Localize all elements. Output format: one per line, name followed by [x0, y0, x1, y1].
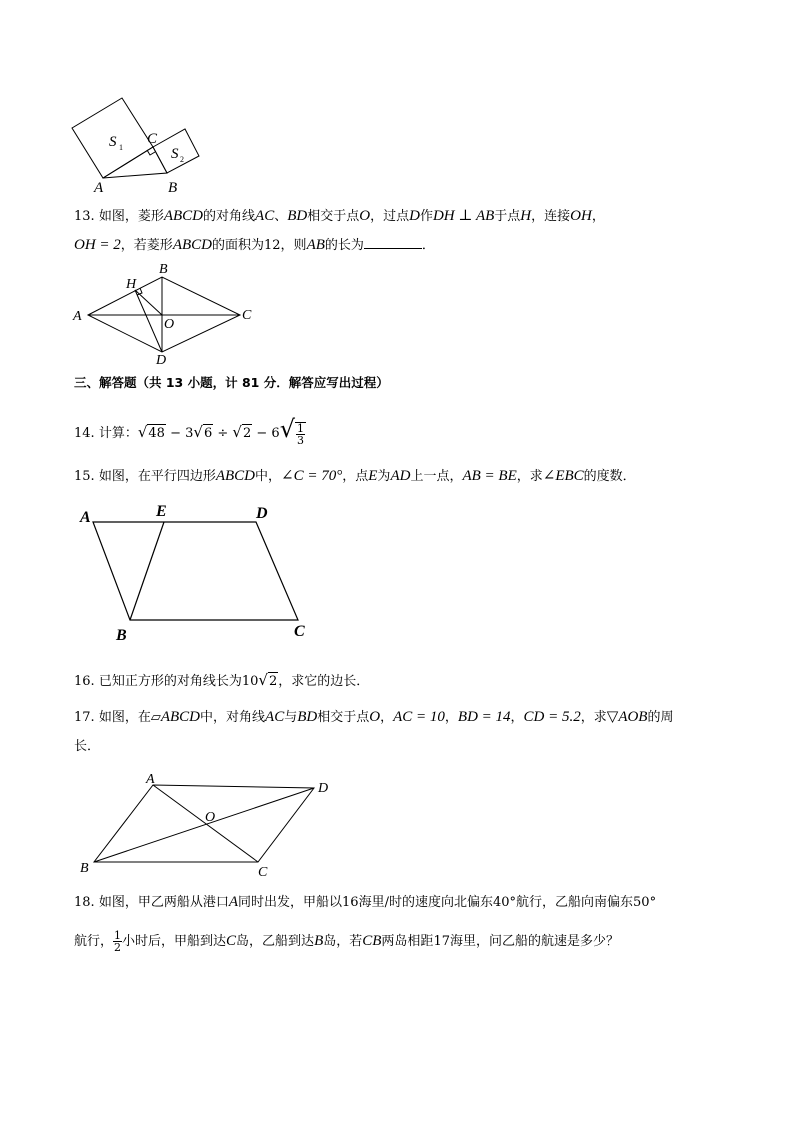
math-c: C — [226, 933, 237, 949]
label-c: C — [242, 308, 252, 323]
radicand-2: 2 — [268, 674, 278, 689]
q13-line1 — [74, 207, 605, 226]
label-c: C — [258, 865, 268, 878]
math-o: O — [369, 709, 381, 725]
q13-text: ，连接 — [531, 209, 571, 224]
math-coefficient: 10 — [241, 674, 259, 689]
label-h: H — [126, 277, 137, 292]
q18-text: 航行， — [74, 934, 114, 949]
q17-line2 — [74, 738, 100, 756]
radicand-2: 2 — [242, 426, 252, 441]
q18-text: 航行，乙船向南偏东 — [516, 895, 634, 910]
q13-text: ，则 — [280, 238, 307, 253]
q13-text: 的长为 — [324, 238, 364, 253]
q15-text: 如图，在平行四边形 — [98, 469, 216, 484]
q17-text: 相交于点 — [317, 710, 370, 725]
q17-text: 如图，在 — [98, 710, 151, 725]
q17-text: ， — [380, 710, 394, 725]
q13-text: 、 — [274, 209, 288, 224]
math-cb: CB — [362, 933, 382, 949]
math-bd: BD — [287, 208, 308, 224]
math-op: − 6 — [256, 426, 280, 441]
math-abcd: ABCD — [172, 237, 212, 253]
q13-number: 13. — [74, 209, 95, 224]
label-a: A — [80, 509, 91, 526]
q17-text: 中，对角线 — [200, 710, 266, 725]
q18-text: 海里，问乙船的航速是多少？ — [449, 934, 619, 949]
q13-text: 于点 — [494, 209, 521, 224]
math-abcd: ABCD — [215, 468, 256, 484]
q13-line2 — [74, 236, 435, 255]
math-angle-c: ∠C = 70° — [281, 468, 343, 484]
math-cd: CD = 5.2 — [523, 709, 581, 725]
fraction-one-half — [113, 930, 122, 953]
math-abcd: ABCD — [163, 208, 204, 224]
math-triangle-aob: ▽AOB — [606, 709, 648, 725]
q15-text: ，点 — [342, 469, 369, 484]
q18-text: 小时后，甲船到达 — [122, 934, 227, 949]
label-s1-sub: 1 — [119, 143, 123, 152]
fraction-denominator: 2 — [114, 941, 122, 954]
q18-angle-2: 50° — [633, 895, 657, 910]
q18-line2 — [74, 930, 619, 953]
q17-text: 的周 — [647, 710, 674, 725]
label-a: A — [94, 180, 104, 196]
q13-text: 相交于点 — [307, 209, 360, 224]
q13-text: ， — [591, 209, 605, 224]
figure-q13-rhombus — [70, 260, 260, 368]
math-h: H — [520, 208, 532, 224]
q16-text: ，求它的边长． — [278, 674, 370, 689]
q16-number: 16. — [74, 674, 95, 689]
math-oh-equals: OH = 2 — [74, 237, 121, 253]
label-b: B — [159, 262, 168, 277]
radicand-6: 6 — [203, 426, 213, 441]
radical-sign: √ — [193, 423, 203, 441]
label-b: B — [168, 180, 178, 196]
math-op: − 3 — [170, 426, 194, 441]
q17-text: 长． — [74, 739, 101, 754]
q18-number: 18. — [74, 895, 95, 910]
q16-line — [74, 671, 369, 691]
q17-text: ，求 — [580, 710, 607, 725]
label-d: D — [256, 505, 268, 522]
label-a: A — [73, 309, 82, 324]
label-o: O — [164, 317, 175, 332]
label-d: D — [318, 781, 329, 796]
q18-text: 同时出发，甲船以 — [238, 895, 343, 910]
math-ac: AC — [255, 208, 275, 224]
q18-text: 如图，甲乙两船从港口 — [98, 895, 229, 910]
q18-line1 — [74, 893, 656, 912]
q17-text: ， — [510, 710, 524, 725]
label-o: O — [205, 810, 216, 825]
math-bd-14: BD = 14 — [457, 709, 511, 725]
q16-text: 已知正方形的对角线长为 — [98, 674, 242, 689]
answer-blank[interactable] — [364, 236, 422, 249]
q13-text: ，过点 — [370, 209, 410, 224]
q18-speed: 16 — [342, 895, 359, 910]
q15-text: 为 — [377, 469, 391, 484]
radical-sign: √ — [137, 423, 148, 441]
fraction-denominator: 3 — [297, 433, 304, 447]
q18-text: 岛，若 — [323, 934, 363, 949]
q14-text: 计算： — [98, 426, 138, 441]
figure-q12 — [68, 94, 208, 196]
fraction-one-third — [295, 422, 306, 446]
label-a: A — [146, 772, 155, 787]
label-d: D — [156, 353, 167, 368]
radical-sign: √ — [258, 671, 268, 689]
label-s1: S — [109, 134, 117, 150]
q14-line — [74, 415, 306, 447]
q17-number: 17. — [74, 710, 95, 725]
math-dh-perp-ab: DH ⊥ AB — [432, 208, 495, 224]
label-b: B — [80, 861, 89, 876]
math-angle-ebc: ∠EBC — [542, 468, 584, 484]
figure-q15-parallelogram — [76, 500, 316, 646]
math-ab: AB — [306, 237, 325, 253]
radical-sign: √ — [232, 423, 242, 441]
q15-text: 上一点， — [410, 469, 463, 484]
q18-text: 海里/时的速度向北偏东 — [358, 895, 493, 910]
math-o: O — [359, 208, 371, 224]
q13-text: ． — [421, 238, 435, 253]
q18-angle-1: 40° — [492, 895, 517, 910]
q13-text: ，若菱形 — [120, 238, 173, 253]
label-s2: S — [171, 146, 179, 162]
q13-text: 作 — [419, 209, 433, 224]
math-b: B — [314, 933, 324, 949]
label-e: E — [156, 503, 167, 520]
math-op: ÷ — [217, 426, 229, 441]
q13-text: 的对角线 — [203, 209, 256, 224]
math-ac: AC — [265, 709, 285, 725]
math-d: D — [409, 208, 420, 224]
q17-text: ， — [444, 710, 458, 725]
q17-text: 与 — [284, 710, 298, 725]
math-ab-eq-be: AB = BE — [462, 468, 517, 484]
q15-text: 中， — [255, 469, 282, 484]
q18-distance: 17 — [433, 934, 450, 949]
section-3-heading: 三、解答题（共 13 小题，计 81 分．解答应写出过程） — [74, 375, 389, 390]
math-bd: BD — [297, 709, 318, 725]
math-ac-10: AC = 10 — [393, 709, 445, 725]
q13-text: 如图，菱形 — [98, 209, 164, 224]
q14-number: 14. — [74, 426, 95, 441]
fraction-numerator: 1 — [297, 421, 304, 435]
parallelogram-symbol: ▱ — [150, 710, 161, 725]
math-e: E — [368, 468, 378, 484]
q15-number: 15. — [74, 469, 95, 484]
q15-text: ，求 — [516, 469, 543, 484]
q13-text: 的面积为 — [211, 238, 264, 253]
fraction-numerator: 1 — [114, 929, 122, 942]
math-oh: OH — [570, 208, 592, 224]
label-c: C — [147, 131, 158, 147]
figure-q17-parallelogram — [76, 770, 338, 878]
radical-sign: √ — [279, 415, 295, 443]
label-b: B — [116, 627, 127, 644]
radicand-48: 48 — [148, 426, 165, 441]
math-abcd: ABCD — [160, 709, 201, 725]
q18-text: 两岛相距 — [381, 934, 434, 949]
label-c: C — [294, 623, 305, 640]
q15-line — [74, 467, 636, 486]
math-a: A — [228, 894, 239, 910]
q15-text: 的度数． — [583, 469, 636, 484]
label-s2-sub: 2 — [180, 155, 184, 164]
q17-line1 — [74, 708, 674, 727]
math-ad: AD — [390, 468, 411, 484]
q13-area-value: 12 — [264, 238, 281, 253]
q18-text: 岛，乙船到达 — [236, 934, 315, 949]
